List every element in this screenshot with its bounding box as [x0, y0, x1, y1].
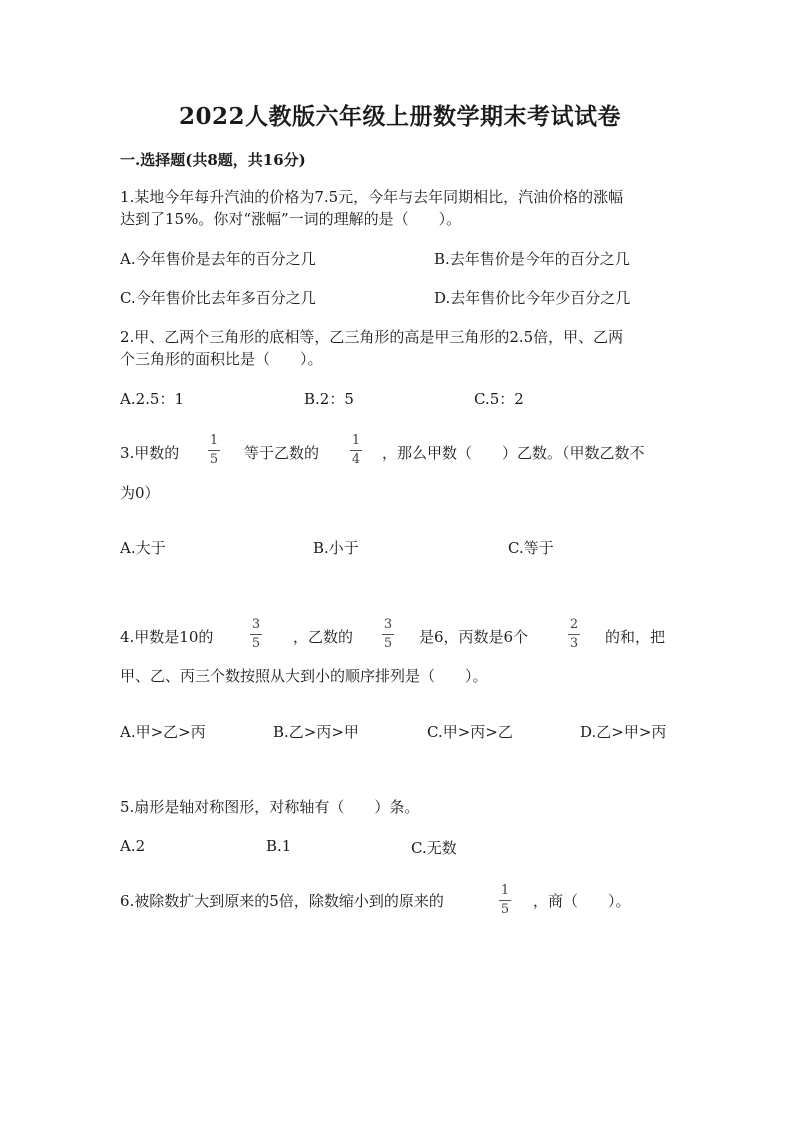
question-4-option-d: D.乙>甲>丙 [580, 723, 667, 741]
fraction-denominator: 5 [251, 636, 261, 651]
question-5-option-b: B.1 [266, 837, 292, 855]
question-4-option-c: C.甲>丙>乙 [427, 723, 513, 741]
question-1-option-d: D.去年售价比今年少百分之几 [434, 289, 631, 307]
fraction-denominator: 5 [209, 452, 219, 467]
section-heading: 一.选择题(共8题，共16分) [120, 151, 306, 169]
fraction-numerator: 1 [500, 883, 510, 898]
fraction-numerator: 1 [209, 433, 219, 448]
question-4-option-b: B.乙>丙>甲 [273, 723, 359, 741]
question-1-option-b: B.去年售价是今年的百分之几 [434, 250, 630, 268]
question-2-option-a: A.2.5：1 [120, 390, 184, 408]
question-3-text-3: ，那么甲数（ ）乙数。（甲数乙数不 [382, 444, 645, 462]
fraction-numerator: 1 [351, 433, 361, 448]
fraction-one-fifth [499, 884, 511, 917]
question-3-text-2: 等于乙数的 [244, 444, 320, 462]
question-1-option-a: A.今年售价是去年的百分之几 [120, 250, 316, 268]
question-3-option-c: C.等于 [508, 539, 554, 557]
question-2-option-c: C.5：2 [474, 390, 524, 408]
fraction-one-fourth [350, 434, 362, 467]
fraction-denominator: 5 [383, 636, 393, 651]
question-2-line-2: 个三角形的面积比是（ ）。 [120, 350, 323, 368]
question-3-option-a: A.大于 [120, 539, 166, 557]
fraction-numerator: 3 [383, 617, 393, 632]
question-2-line-1: 2.甲、乙两个三角形的底相等，乙三角形的高是甲三角形的2.5倍，甲、乙两 [120, 328, 624, 346]
fraction-numerator: 2 [569, 617, 579, 632]
question-4-option-a: A.甲>乙>丙 [120, 723, 206, 741]
question-1-option-c: C.今年售价比去年多百分之几 [120, 289, 316, 307]
fraction-three-fifths [382, 618, 394, 651]
fraction-numerator: 3 [251, 617, 261, 632]
question-5-option-a: A.2 [120, 837, 146, 855]
question-4-text-3: 是6，丙数是6个 [419, 628, 529, 646]
page-title: 2022人教版六年级上册数学期末考试试卷 [178, 103, 621, 130]
question-6-text-2: ，商（ ）。 [533, 892, 631, 910]
question-4-text-2: ，乙数的 [293, 628, 354, 646]
question-4-text-4: 的和，把 [605, 628, 666, 646]
fraction-three-fifths [250, 618, 262, 651]
question-2-option-b: B.2：5 [304, 390, 354, 408]
question-3-line-2: 为0） [120, 484, 160, 502]
fraction-denominator: 4 [351, 452, 361, 467]
question-5-line-1: 5.扇形是轴对称图形，对称轴有（ ）条。 [120, 798, 420, 816]
fraction-two-thirds [568, 618, 580, 651]
question-3-option-b: B.小于 [313, 539, 359, 557]
question-4-line-2: 甲、乙、丙三个数按照从大到小的顺序排列是（ ）。 [120, 667, 488, 685]
question-1-line-2: 达到了15%。你对“涨幅”一词的理解的是（ ）。 [120, 210, 462, 228]
question-3-text-1: 3.甲数的 [120, 444, 180, 462]
fraction-denominator: 3 [569, 636, 579, 651]
question-5-option-c: C.无数 [411, 839, 457, 857]
fraction-one-fifth [208, 434, 220, 467]
question-6-text-1: 6.被除数扩大到原来的5倍，除数缩小到的原来的 [120, 892, 444, 910]
question-4-text-1: 4.甲数是10的 [120, 628, 214, 646]
fraction-denominator: 5 [500, 902, 510, 917]
question-1-line-1: 1.某地今年每升汽油的价格为7.5元，今年与去年同期相比，汽油价格的涨幅 [120, 188, 624, 206]
